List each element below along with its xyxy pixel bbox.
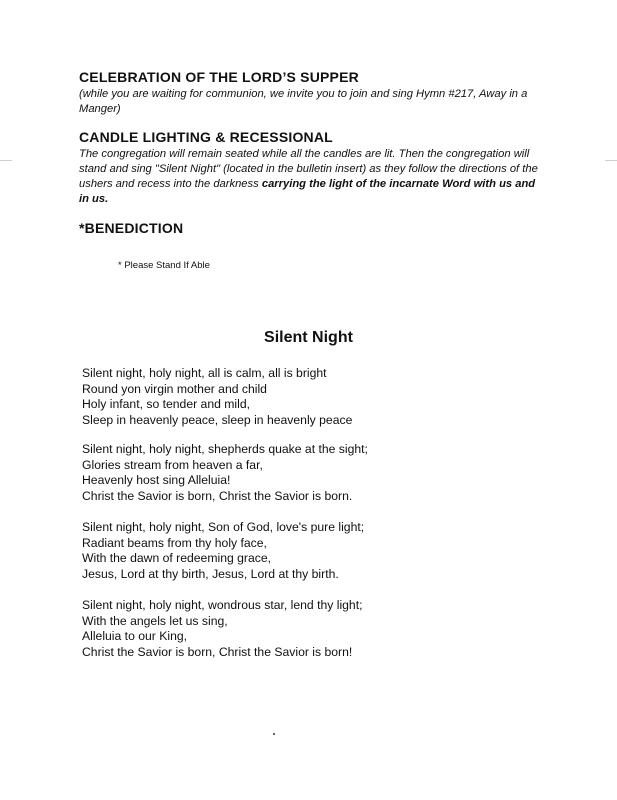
section-body-text: (while you are waiting for communion, we invite you to join and sing Hymn #217, Away in a Manger)	[79, 88, 528, 115]
verse-line: Christ the Savior is born, Christ the Savior is born!	[82, 644, 353, 659]
stand-note: * Please Stand If Able	[118, 260, 210, 271]
verse-line: Heavenly host sing Alleluia!	[82, 473, 231, 487]
section-benediction	[79, 220, 539, 237]
section-heading: CELEBRATION OF THE LORD’S SUPPER	[79, 69, 359, 85]
hymn-verse-1	[82, 366, 522, 428]
verse-line: With the dawn of redeeming grace,	[82, 551, 272, 565]
hymn-verse-3	[82, 520, 522, 582]
verse-line: Christ the Savior is born, Christ the Savior is born.	[82, 488, 353, 503]
verse-line: Silent night, holy night, shepherds quake at the sight;	[82, 442, 368, 456]
hymn-verse-4	[82, 598, 522, 660]
section-candle-lighting	[79, 129, 539, 207]
section-body-emphasis: carrying the light of the incarnate Word with us and in us.	[79, 178, 536, 205]
verse-line: Holy infant, so tender and mild,	[82, 397, 251, 411]
verse-line: Silent night, holy night, wondrous star, lend thy light;	[82, 598, 363, 612]
scan-edge-mark-left	[0, 160, 12, 161]
section-body-text: The congregation will remain seated while all the candles are lit. Then the congregation will stand and sing "Silent Night" (located in the bulletin insert) as they follow the directions of the ushers and recess into the darkness	[79, 148, 538, 190]
verse-line: Silent night, holy night, Son of God, love's pure light;	[82, 520, 365, 534]
section-body	[79, 147, 539, 207]
page-dot-mark	[273, 733, 275, 735]
verse-line: Jesus, Lord at thy birth, Jesus, Lord at thy birth.	[82, 566, 339, 581]
scan-edge-mark-right	[605, 160, 617, 161]
verse-line: Alleluia to our King,	[82, 629, 188, 643]
section-body	[79, 87, 539, 117]
section-heading: CANDLE LIGHTING & RECESSIONAL	[79, 129, 333, 145]
verse-line: With the angels let us sing,	[82, 613, 228, 628]
hymn-verse-2	[82, 442, 522, 504]
verse-line: Sleep in heavenly peace, sleep in heavenly peace	[82, 412, 353, 427]
verse-line: Silent night, holy night, all is calm, all is bright	[82, 366, 327, 380]
verse-line: Glories stream from heaven a far,	[82, 457, 263, 472]
verse-line: Radiant beams from thy holy face,	[82, 535, 267, 550]
hymn-title: Silent Night	[264, 329, 353, 346]
section-lords-supper	[79, 69, 539, 117]
section-heading: *BENEDICTION	[79, 220, 184, 236]
verse-line: Round yon virgin mother and child	[82, 381, 267, 396]
